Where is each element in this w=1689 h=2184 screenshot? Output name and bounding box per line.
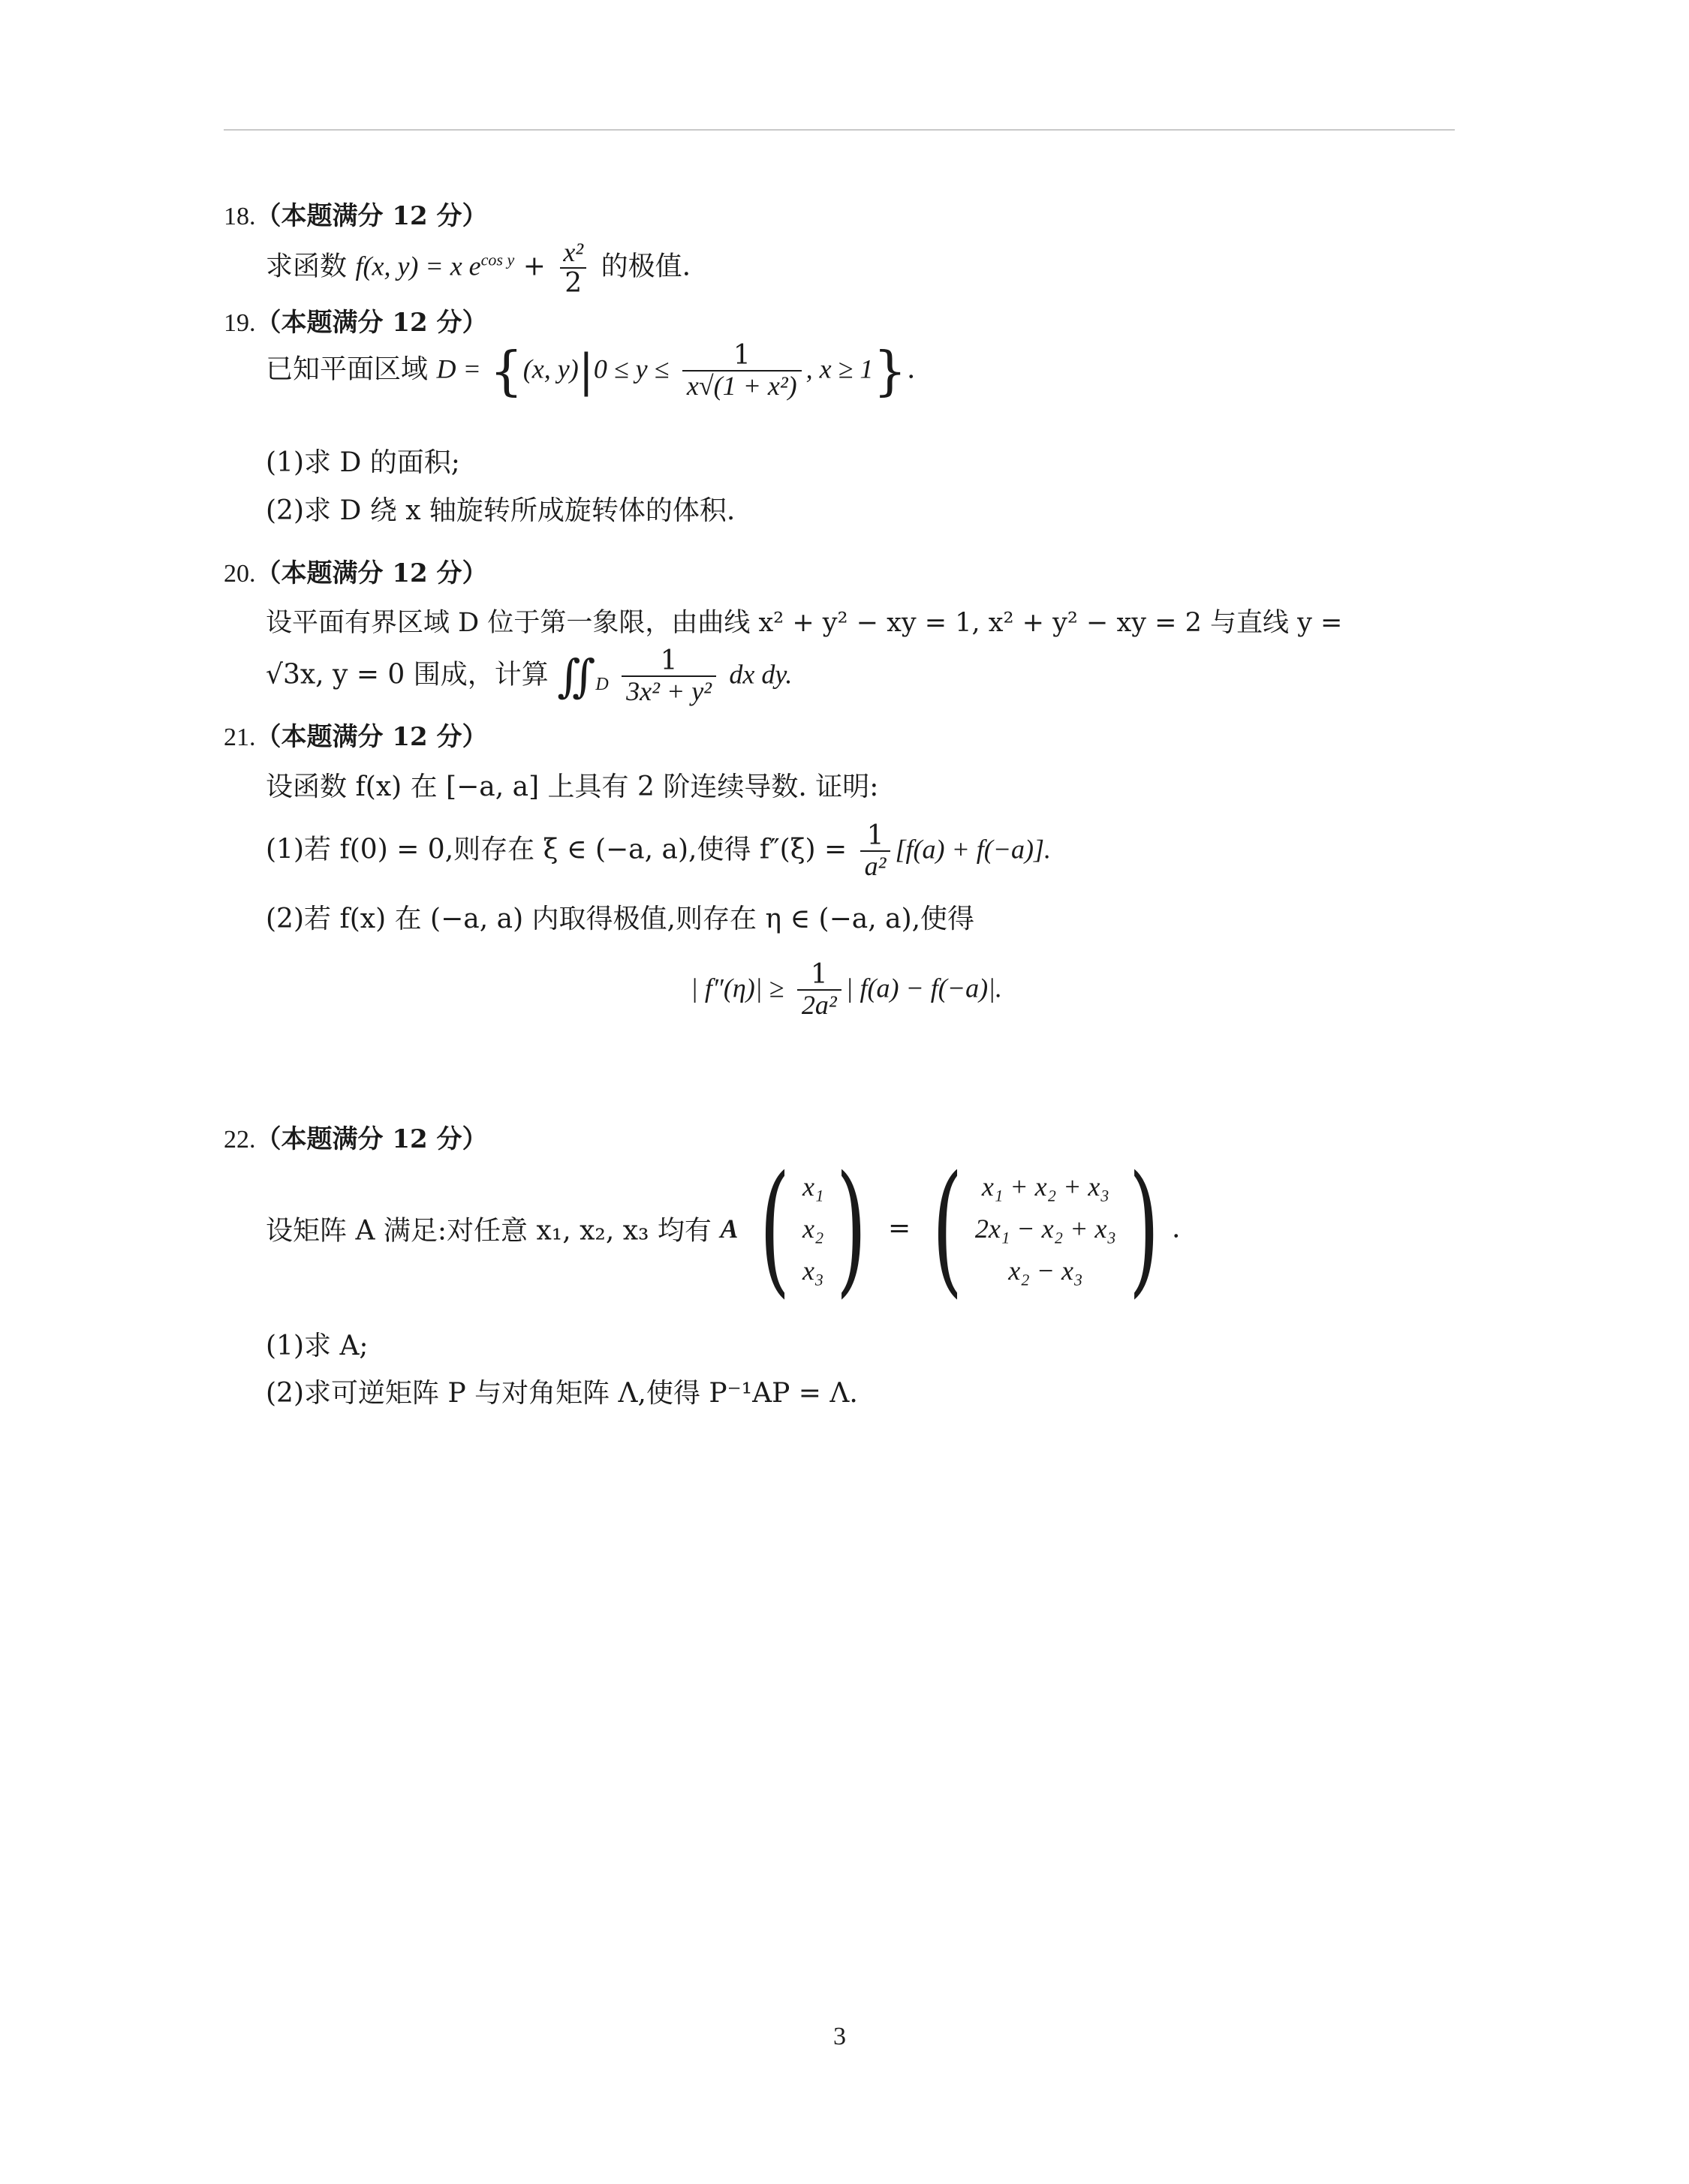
q21-part1-fraction (860, 822, 891, 881)
q19-text-a: 已知平面区域 (266, 353, 429, 385)
q22-equals: = (888, 1213, 911, 1244)
q21-part1-b: [f(a) + f(−a)]. (895, 834, 1052, 865)
q21-number: 21. (224, 723, 256, 751)
q21-eq-den: 2a² (797, 989, 841, 1021)
q21-eq-num: 1 (810, 959, 828, 990)
q22-result-entries (975, 1171, 1116, 1286)
q21-intro: 设函数 f(x) 在 [−a, a] 上具有 2 阶连续导数. 证明: (266, 772, 879, 802)
header-rule (224, 129, 1455, 131)
q21-inequality (691, 961, 1002, 1020)
q20-text-a: √3x, y = 0 围成，计算 (266, 659, 549, 690)
q18-function: f(x, y) = x e (355, 251, 481, 281)
q18-frac-num: x² (563, 237, 584, 267)
q19-right-brace: } (873, 340, 907, 402)
q22-vec-left-paren: ( (759, 1145, 790, 1311)
page-number: 3 (833, 2023, 846, 2050)
q22-heading (224, 1124, 488, 1156)
q21-eq-a: | f″(η)| ≥ (691, 973, 784, 1003)
q20-integral: ∬ (557, 650, 596, 703)
q22-text-a: 设矩阵 A 满足:对任意 x₁, x₂, x₃ 均有 (266, 1215, 712, 1247)
q20-fraction (622, 647, 716, 706)
q22-res-2: x₂ − x₃ (1008, 1256, 1083, 1286)
q21-part2: (2)若 f(x) 在 (−a, a) 内取得极值,则存在 η ∈ (−a, a),使得 (266, 904, 975, 934)
q20-frac-den: 3x² + y² (622, 675, 716, 707)
q22-vec-1: x₂ (802, 1214, 824, 1244)
q18-text-a: 求函数 (266, 251, 348, 282)
q19-frac-num: 1 (733, 340, 751, 371)
q19-heading (224, 308, 488, 339)
q19-statement (266, 341, 915, 401)
q18-number: 18. (224, 203, 256, 230)
q21-score: （本题满分 12 分） (255, 722, 488, 752)
q22-vec-0: x₁ (802, 1172, 824, 1202)
q18-plus: + (522, 251, 546, 282)
q20-frac-num: 1 (660, 645, 678, 676)
q19-set-element: (x, y) (522, 353, 579, 384)
q22-vec-2: x₃ (802, 1256, 824, 1286)
q21-eq-fraction (797, 961, 841, 1020)
q19-lhs: D = (436, 353, 481, 384)
q22-number: 22. (224, 1126, 256, 1154)
q22-vector-result (920, 1145, 1172, 1311)
q19-part2: (2)求 D 绕 x 轴旋转所成旋转体的体积. (266, 495, 736, 526)
q22-res-left-paren: ( (932, 1145, 963, 1311)
q21-p1-num: 1 (866, 820, 884, 851)
q22-vector-entries (802, 1171, 824, 1286)
q19-left-brace: { (489, 340, 523, 402)
q20-heading (224, 558, 488, 590)
q19-frac-den: x√(1 + x²) (682, 370, 802, 402)
q22-part1: (1)求 A; (266, 1331, 369, 1361)
q19-fraction (682, 341, 802, 401)
q21-part1 (266, 822, 1051, 881)
q18-fraction (558, 239, 588, 298)
q21-part1-a: (1)若 f(0) = 0,则存在 ξ ∈ (−a, a),使得 f″(ξ) = (266, 834, 848, 865)
q22-score: （本题满分 12 分） (255, 1124, 488, 1154)
q22-res-1: 2x₁ − x₂ + x₃ (974, 1214, 1116, 1244)
q18-statement (266, 239, 691, 298)
q19-score: （本题满分 12 分） (255, 308, 488, 338)
q22-matrix-a: A (720, 1214, 739, 1244)
q20-domain: D (595, 674, 609, 694)
q21-heading (224, 722, 488, 754)
q19-condition-b: , x ≥ 1 (805, 353, 874, 384)
q22-part2: (2)求可逆矩阵 P 与对角矩阵 Λ,使得 P⁻¹AP = Λ. (266, 1378, 858, 1409)
q20-text-b: dx dy. (729, 659, 793, 690)
q22-res-right-paren: ) (1128, 1145, 1160, 1311)
q22-res-0: x₁ + x₂ + x₃ (981, 1172, 1109, 1202)
q18-heading (224, 201, 488, 233)
q20-line1: 设平面有界区域 D 位于第一象限，由曲线 x² + y² − xy = 1, x² + y² − xy = 2 与直线 y = (266, 608, 1343, 638)
q19-bar: | (578, 344, 594, 398)
q18-text-b: 的极值. (601, 251, 691, 282)
q19-condition: 0 ≤ y ≤ (593, 353, 670, 384)
q22-vec-right-paren: ) (836, 1145, 867, 1311)
q19-part1: (1)求 D 的面积; (266, 447, 460, 478)
q19-end: . (906, 353, 916, 385)
q22-vector-x (747, 1145, 880, 1311)
q20-number: 20. (224, 560, 256, 588)
q22-statement (266, 1145, 1181, 1311)
q20-line2 (266, 647, 792, 706)
q22-end: . (1172, 1213, 1181, 1244)
q21-p1-den: a² (860, 850, 891, 882)
q18-exponent: cos y (480, 250, 515, 269)
q21-eq-b: | f(a) − f(−a)|. (845, 973, 1002, 1003)
q18-frac-den: 2 (560, 267, 586, 299)
q19-number: 19. (224, 309, 256, 337)
q20-score: （本题满分 12 分） (255, 558, 488, 588)
q18-score: （本题满分 12 分） (255, 201, 488, 231)
